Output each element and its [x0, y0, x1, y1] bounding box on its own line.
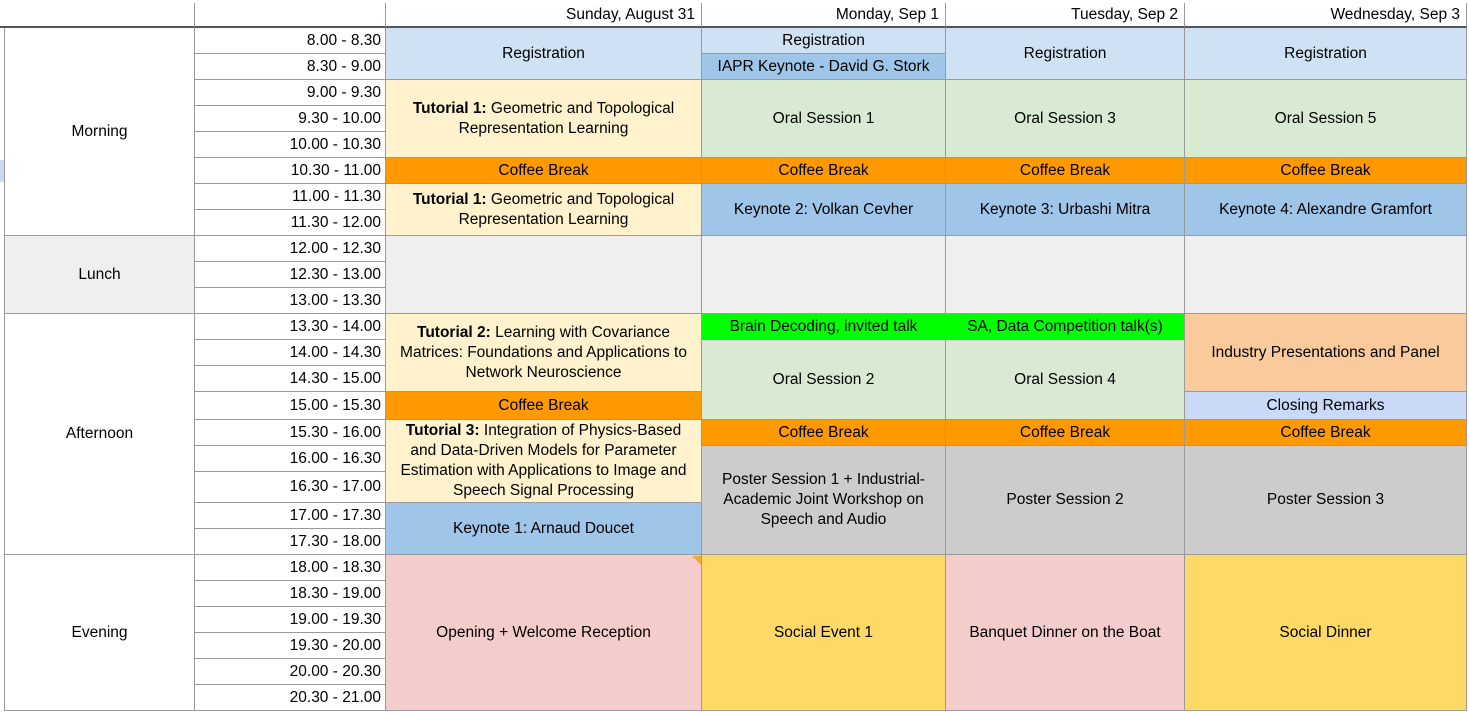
event-label-text: Poster Session 2	[1006, 491, 1124, 508]
event-cell[interactable]	[702, 28, 946, 54]
event-label	[498, 396, 588, 416]
day-header-sunday[interactable]: Sunday, August 31	[386, 3, 702, 28]
event-label	[1014, 370, 1116, 390]
event-label	[392, 421, 695, 501]
event-cell[interactable]	[702, 314, 946, 340]
event-label	[1280, 423, 1370, 443]
event-label-text: Keynote 4: Alexandre Gramfort	[1219, 200, 1432, 218]
day-header-wednesday[interactable]: Wednesday, Sep 3	[1185, 3, 1467, 28]
event-cell[interactable]	[946, 314, 1185, 340]
event-cell[interactable]	[702, 184, 946, 236]
event-cell[interactable]	[702, 340, 946, 420]
event-cell[interactable]	[702, 420, 946, 446]
event-label-bold: Tutorial 2:	[417, 323, 491, 341]
event-label	[1280, 161, 1370, 181]
event-label-text: Social Dinner	[1279, 623, 1372, 641]
corner-cell[interactable]	[0, 3, 195, 28]
event-cell[interactable]	[946, 555, 1185, 711]
event-cell[interactable]	[702, 446, 946, 555]
time-slot-cell[interactable]: 16.00 - 16.30	[195, 446, 386, 472]
event-cell[interactable]	[386, 503, 702, 555]
event-label-text: Oral Session 2	[772, 370, 875, 388]
event-label	[392, 323, 695, 383]
event-cell[interactable]	[1185, 555, 1467, 711]
event-label-text: Social Event 1	[773, 623, 874, 641]
event-cell[interactable]	[1185, 184, 1467, 236]
event-label-text: Coffee Break	[1280, 423, 1371, 441]
event-label	[436, 623, 651, 643]
event-label-text: Oral Session 1	[772, 109, 875, 127]
period-evening[interactable]: Evening	[4, 555, 195, 711]
event-label-text: Brain Decoding, invited talk	[729, 317, 918, 335]
event-label	[1024, 44, 1107, 64]
time-slot-cell[interactable]: 19.30 - 20.00	[195, 633, 386, 659]
time-slot-cell[interactable]: 18.00 - 18.30	[195, 555, 386, 581]
time-slot-cell[interactable]: 10.00 - 10.30	[195, 132, 386, 158]
event-cell[interactable]	[946, 340, 1185, 420]
day-header-monday[interactable]: Monday, Sep 1	[702, 3, 946, 28]
event-label	[498, 161, 588, 181]
event-label-text: Keynote 2: Volkan Cevher	[733, 200, 914, 218]
time-slot-cell[interactable]: 13.30 - 14.00	[195, 314, 386, 340]
time-slot-cell[interactable]: 10.30 - 11.00	[195, 158, 386, 184]
time-slot-cell[interactable]: 13.00 - 13.30	[195, 288, 386, 314]
event-label-text: Keynote 3: Urbashi Mitra	[979, 200, 1151, 218]
period-morning[interactable]: Morning	[4, 28, 195, 236]
event-cell[interactable]	[1185, 314, 1467, 392]
event-label-text: Poster Session 1 + Industrial-Academic Joint Workshop on Speech and Audio	[722, 471, 925, 528]
day-header-tuesday[interactable]: Tuesday, Sep 2	[946, 3, 1185, 28]
event-label-text: Integration of Physics-Based and Data-Driven Models for Parameter Estimation with Applications to Image and Speech Signal Processing	[400, 422, 687, 499]
event-label	[1020, 161, 1110, 181]
event-label	[502, 44, 585, 64]
event-label	[967, 317, 1163, 337]
time-slot-cell[interactable]: 15.00 - 15.30	[195, 392, 386, 420]
event-label-text: Coffee Break	[1280, 161, 1371, 179]
event-label	[778, 161, 868, 181]
event-label	[773, 370, 875, 390]
event-label	[734, 200, 913, 220]
event-label	[969, 623, 1160, 643]
time-slot-cell[interactable]: 9.00 - 9.30	[195, 80, 386, 106]
event-label	[1219, 200, 1432, 220]
event-cell[interactable]	[946, 420, 1185, 446]
event-label	[1284, 44, 1367, 64]
event-label	[778, 423, 868, 443]
event-label-text: Coffee Break	[1019, 161, 1111, 179]
event-cell[interactable]	[386, 158, 702, 184]
event-cell[interactable]	[946, 158, 1185, 184]
event-cell[interactable]	[1185, 420, 1467, 446]
event-label-text: Geometric and Topological Representation Learning	[458, 190, 675, 228]
event-cell[interactable]	[1185, 446, 1467, 555]
event-label-text: Coffee Break	[498, 161, 589, 179]
time-slot-cell[interactable]: 14.30 - 15.00	[195, 366, 386, 392]
event-cell[interactable]	[702, 236, 946, 314]
event-label	[1279, 623, 1371, 643]
event-cell[interactable]	[386, 420, 702, 503]
event-label	[718, 57, 930, 77]
time-slot-cell[interactable]: 11.00 - 11.30	[195, 184, 386, 210]
event-label-text: Coffee Break	[778, 423, 869, 441]
event-label	[782, 31, 865, 51]
event-cell[interactable]	[386, 80, 702, 158]
period-lunch[interactable]: Lunch	[4, 236, 195, 314]
event-label-text: Learning with Covariance Matrices: Foundations and Applications to Network Neuroscience	[400, 323, 687, 381]
event-label-text: Banquet Dinner on the Boat	[969, 623, 1161, 641]
event-label	[1020, 423, 1110, 443]
event-label-text: Industry Presentations and Panel	[1211, 343, 1440, 361]
event-cell[interactable]	[702, 54, 946, 80]
event-label	[1267, 490, 1384, 510]
event-cell[interactable]	[702, 158, 946, 184]
event-label-text: Oral Session 3	[1014, 109, 1116, 127]
event-label-bold: Tutorial 1:	[412, 190, 487, 208]
time-slot-cell[interactable]: 16.30 - 17.00	[195, 472, 386, 503]
event-label	[730, 317, 918, 337]
time-slot-cell[interactable]: 17.30 - 18.00	[195, 529, 386, 555]
event-label-text: Coffee Break	[778, 161, 869, 179]
event-label	[1275, 109, 1377, 129]
event-label-text: Registration	[1023, 44, 1107, 62]
event-cell[interactable]	[1185, 28, 1467, 80]
event-cell[interactable]	[1185, 80, 1467, 158]
time-slot-cell[interactable]: 17.00 - 17.30	[195, 503, 386, 529]
event-label-text: SA, Data Competition talk(s)	[967, 317, 1163, 335]
event-label	[1266, 396, 1384, 416]
event-cell[interactable]	[702, 555, 946, 711]
time-slot-cell[interactable]: 14.00 - 14.30	[195, 340, 386, 366]
event-label-text: Closing Remarks	[1266, 396, 1385, 414]
event-cell[interactable]	[386, 236, 702, 314]
event-label	[708, 470, 939, 530]
event-cell[interactable]	[386, 28, 702, 80]
event-cell[interactable]	[946, 184, 1185, 236]
event-label	[1014, 109, 1116, 129]
event-label-text: Poster Session 3	[1266, 491, 1385, 508]
time-slot-cell[interactable]: 20.30 - 21.00	[195, 685, 386, 711]
event-cell[interactable]	[1185, 392, 1467, 420]
event-label	[773, 109, 875, 129]
event-label-text: Registration	[1284, 44, 1367, 62]
event-label-text: Registration	[502, 44, 585, 62]
comment-marker-icon[interactable]	[692, 556, 701, 565]
event-label-text: Oral Session 4	[1014, 370, 1116, 388]
time-header-cell[interactable]	[195, 3, 386, 28]
event-cell[interactable]	[386, 314, 702, 392]
time-slot-cell[interactable]: 18.30 - 19.00	[195, 581, 386, 607]
event-label	[980, 200, 1151, 220]
event-cell[interactable]	[1185, 158, 1467, 184]
row-selection-indicator	[0, 160, 4, 182]
event-label-bold: Tutorial 3:	[405, 422, 480, 439]
event-cell[interactable]	[946, 28, 1185, 80]
time-slot-cell[interactable]: 12.30 - 13.00	[195, 262, 386, 288]
event-label	[392, 190, 695, 230]
event-label-text: Oral Session 5	[1274, 109, 1377, 127]
time-slot-cell[interactable]: 20.00 - 20.30	[195, 659, 386, 685]
event-label-text: Geometric and Topological Representation Learning	[458, 99, 675, 137]
event-label	[392, 99, 695, 139]
event-label-text: Registration	[782, 31, 865, 49]
event-label	[453, 519, 634, 539]
time-slot-cell[interactable]: 8.00 - 8.30	[195, 28, 386, 54]
event-label-text: Coffee Break	[498, 396, 589, 414]
time-slot-cell[interactable]: 19.00 - 19.30	[195, 607, 386, 633]
event-label-bold: Tutorial 1:	[412, 99, 487, 117]
time-slot-cell[interactable]: 8.30 - 9.00	[195, 54, 386, 80]
time-slot-cell[interactable]: 12.00 - 12.30	[195, 236, 386, 262]
event-cell[interactable]	[386, 555, 702, 711]
event-label-text: Opening + Welcome Reception	[436, 623, 651, 641]
time-slot-cell[interactable]: 15.30 - 16.00	[195, 420, 386, 446]
event-cell[interactable]	[946, 446, 1185, 555]
period-afternoon[interactable]: Afternoon	[4, 314, 195, 555]
event-label-text: IAPR Keynote - David G. Stork	[717, 57, 930, 75]
event-label-text: Coffee Break	[1019, 423, 1111, 441]
event-label	[1006, 490, 1123, 510]
event-cell[interactable]	[386, 184, 702, 236]
event-cell[interactable]	[946, 80, 1185, 158]
event-label	[774, 623, 873, 643]
time-slot-cell[interactable]: 11.30 - 12.00	[195, 210, 386, 236]
time-slot-cell[interactable]: 9.30 - 10.00	[195, 106, 386, 132]
event-cell[interactable]	[702, 80, 946, 158]
event-label-text: Keynote 1: Arnaud Doucet	[453, 519, 634, 537]
event-cell[interactable]	[946, 236, 1185, 314]
event-label	[1211, 343, 1439, 363]
event-cell[interactable]	[1185, 236, 1467, 314]
event-cell[interactable]	[386, 392, 702, 420]
